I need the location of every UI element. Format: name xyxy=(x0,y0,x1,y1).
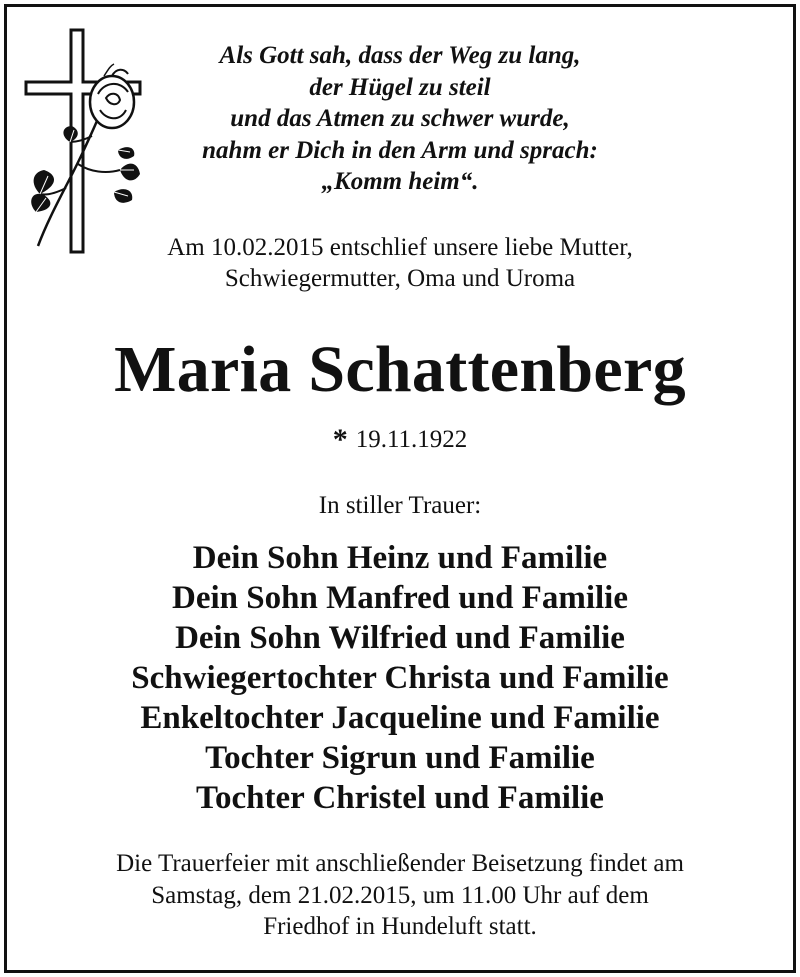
birth-info xyxy=(0,422,800,456)
poem-line: nahm er Dich in den Arm und sprach: xyxy=(202,136,598,164)
mourner-item: Tochter Sigrun und Familie xyxy=(205,740,595,776)
birth-date: 19.11.1922 xyxy=(355,426,468,453)
poem-line: Als Gott sah, dass der Weg zu lang, xyxy=(219,42,581,69)
poem-line: „Komm heim“. xyxy=(321,168,479,195)
mourner-item: Tochter Christel und Familie xyxy=(196,780,604,816)
service-line: Samstag, dem 21.02.2015, um 11.00 Uhr auf dem xyxy=(151,881,649,909)
poem-line: und das Atmen zu schwer wurde, xyxy=(230,105,570,132)
intro-line: Schwiegermutter, Oma und Uroma xyxy=(224,265,576,292)
mourners-list xyxy=(0,538,800,818)
mourner-item: Enkeltochter Jacqueline und Familie xyxy=(140,700,660,736)
poem xyxy=(150,40,650,198)
intro-line: Am 10.02.2015 entschlief unsere liebe Mutter, xyxy=(167,234,633,261)
mourning-label: In stiller Trauer: xyxy=(318,492,482,519)
mourner-item: Dein Sohn Heinz und Familie xyxy=(192,540,608,576)
death-announcement xyxy=(0,232,800,294)
mourner-item: Dein Sohn Wilfried und Familie xyxy=(175,620,625,656)
poem-line: der Hügel zu steil xyxy=(309,73,491,101)
mourner-item: Schwiegertochter Christa und Familie xyxy=(131,660,669,696)
cross-with-rose-icon xyxy=(20,24,150,256)
service-line: Friedhof in Hundeluft statt. xyxy=(263,913,537,940)
funeral-service-info xyxy=(0,848,800,943)
mourner-item: Dein Sohn Manfred und Familie xyxy=(172,580,628,616)
service-line: Die Trauerfeier mit anschließender Beisetzung findet am xyxy=(116,850,684,877)
deceased-name: Maria Schattenberg xyxy=(114,333,686,406)
birth-star-icon: * xyxy=(332,423,348,456)
